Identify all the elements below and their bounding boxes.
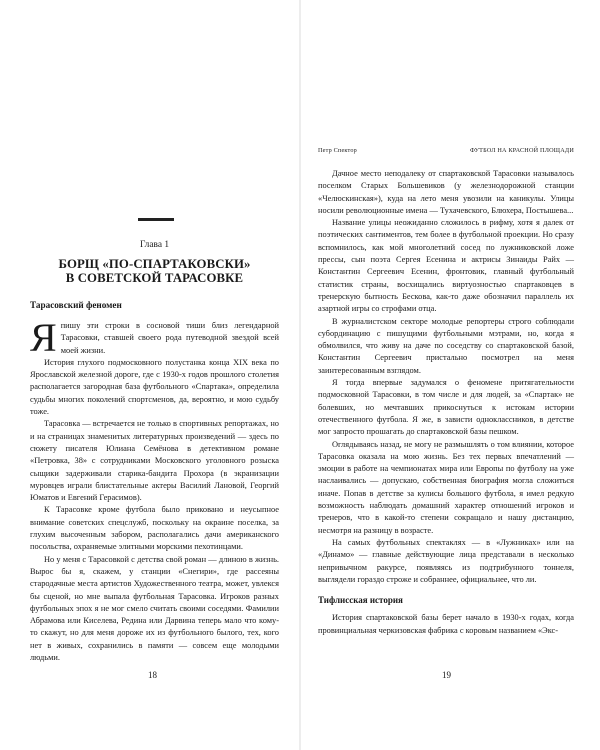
- paragraph-r2: Название улицы неожиданно сложилось в рифму, хотя я далек от поэтических сантиментов, тем более в футбольной проекции. Но сразу вспомнилось, как мой многолетний сосед по лужниковской ложе прессы, сын поэта Сергея Есенина и актрисы Зинаиды Райх — Константин Сергеевич Есенин, фронтовик, главный футбольный статистик страны, восхищались виртуозностью спартаковцев в тренерскую бытность Бескова, как-то даже обозначил параллель их азартной игры со строфами отца.: [318, 218, 574, 314]
- paragraph-r4: Я тогда впервые задумался о феномене притягательности подмосковной Тарасовки, в том числе и для людей, за «Спартак» не болевших, но мечтавших прикоснуться к истокам истории отечественного футбола. Я же, в зависти одноклассников, в детстве мог запросто прошагать до спартаковской базы пешком.: [318, 378, 574, 437]
- right-page: [300, 0, 600, 750]
- chapter-label: Глава 1: [139, 240, 170, 250]
- paragraph-4: К Тарасовке кроме футбола было приковано и неусыпное внимание советских спецслужб, поскольку на окраине поселка, за глухим высоченным забором, располагались дачи американского посольства, охраняемые элитными морскими пехотинцами.: [30, 505, 279, 552]
- left-body-text: [30, 315, 279, 664]
- drop-cap: Я: [30, 315, 57, 360]
- paragraph-r6: На самых футбольных спектаклях — в «Лужниках» или на «Динамо» — главные действующие лица представали в несколько непривычном ракурсе, появляясь из подтрибунного тоннеля, выглядели гораздо строже и собраннее, официальнее, что ли.: [318, 537, 574, 584]
- paragraph-2: История глухого подмосковного полустанка конца XIX века по Ярославской железной дороге, где с 1930-х годов прошлого столетия располагается загородная база футбольного «Спартака», определила судьбы многих поколений спортсменов, да, вероятно, и мою судьбу тоже.: [30, 357, 279, 417]
- paragraph-3: Тарасовка — встречается не только в спортивных репортажах, но и на страницах знаменитых литературных произведений — здесь по сюжету писателя Юлиана Семёнова в детективном романе «Петровка, 38» с сотрудниками Московского уголовного розыска сыщики задерживали старика-бандита Прохора (в экранизации муровцев играли блистательные актеры Василий Лановой, Георгий Юматов и Евгений Герасимов).: [30, 419, 279, 503]
- paragraph-1: [30, 315, 279, 360]
- running-head-author: Петр Спектор: [318, 147, 357, 154]
- paragraph-r5: Оглядываясь назад, не могу не размышлять о том влиянии, которое Тарасовка оказала на мою жизнь. Без тех первых впечатлений — эмоции в работе на чемпионатах мира или Европы по футболу на уже наслаивались — допускаю, собственная биография могла сложиться иначе. Попав в детстве за кулисы большого футбола, я имел редкую возможность наблюдать домашний характер отношений игроков и тренеров, что в какой-то степени сокращало и нашу дистанцию, несмотря на разницу в возрасте.: [318, 439, 574, 535]
- chapter-rule: [138, 218, 174, 221]
- page-number-left: 18: [148, 670, 157, 680]
- chapter-title-line2: В СОВЕТСКОЙ ТАРАСОВКЕ: [65, 271, 244, 285]
- paragraph-r1: Дачное место неподалеку от спартаковской Тарасовки называлось поселком Старых Большевиков (у железнодорожной станции «Челюскинская»), куда на лето меня увозили на каникулы. Улицы носили революционные имена — Тухачевского, Блюхера, Постышева...: [318, 169, 574, 215]
- paragraph-1-text: пишу эти строки в сосновой тиши близ легендарной Тарасовки, ставшей своего рода путеводной звездой всей моей жизни.: [60, 321, 279, 355]
- running-head-title: ФУТБОЛ НА КРАСНОЙ ПЛОЩАДИ: [469, 147, 574, 154]
- chapter-title-line1: БОРЩ «ПО-СПАРТАКОВСКИ»: [58, 257, 251, 271]
- right-body-text: [318, 168, 574, 637]
- section-title: Тарасовский феномен: [30, 300, 122, 310]
- running-head: [318, 147, 574, 154]
- chapter-title: [30, 257, 279, 285]
- paragraph-5: Но у меня с Тарасовкой с детства свой роман — длиною в жизнь. Вырос бы я, скажем, у станции «Снегири», где рассеяны стародачные места артистов Художественного театра, может, увлекся бы сценой, но мне выпала футбольная Тарасовка. Игроков разных футбольных эпох я не мог смело считать своими соседями. Фамилии Абрамова или Киселева, Редина или Дарвина теперь мало что кому-то скажут, но для меня дороже их из футбольного былого, тех, кого нет в живых, сохранились в памяти — совсем еще молодыми людьми.: [30, 554, 279, 663]
- paragraph-r7: История спартаковской базы берет начало в 1930-х годах, когда провинциальная черкизовская фабрика с коровым названием «Экс-: [318, 613, 574, 635]
- page-number-right: 19: [442, 670, 451, 680]
- section-title-right: Тифлисская история: [318, 595, 403, 606]
- paragraph-r3: В журналистском секторе молодые репортеры строго соблюдали субординацию с пишущими футбольными мэтрами, но, когда я обмолвился, что живу на даче по соседству со спартаковской базой, Константин Сергеевич пристально посмотрел на меня заинтересованным взглядом.: [318, 316, 574, 375]
